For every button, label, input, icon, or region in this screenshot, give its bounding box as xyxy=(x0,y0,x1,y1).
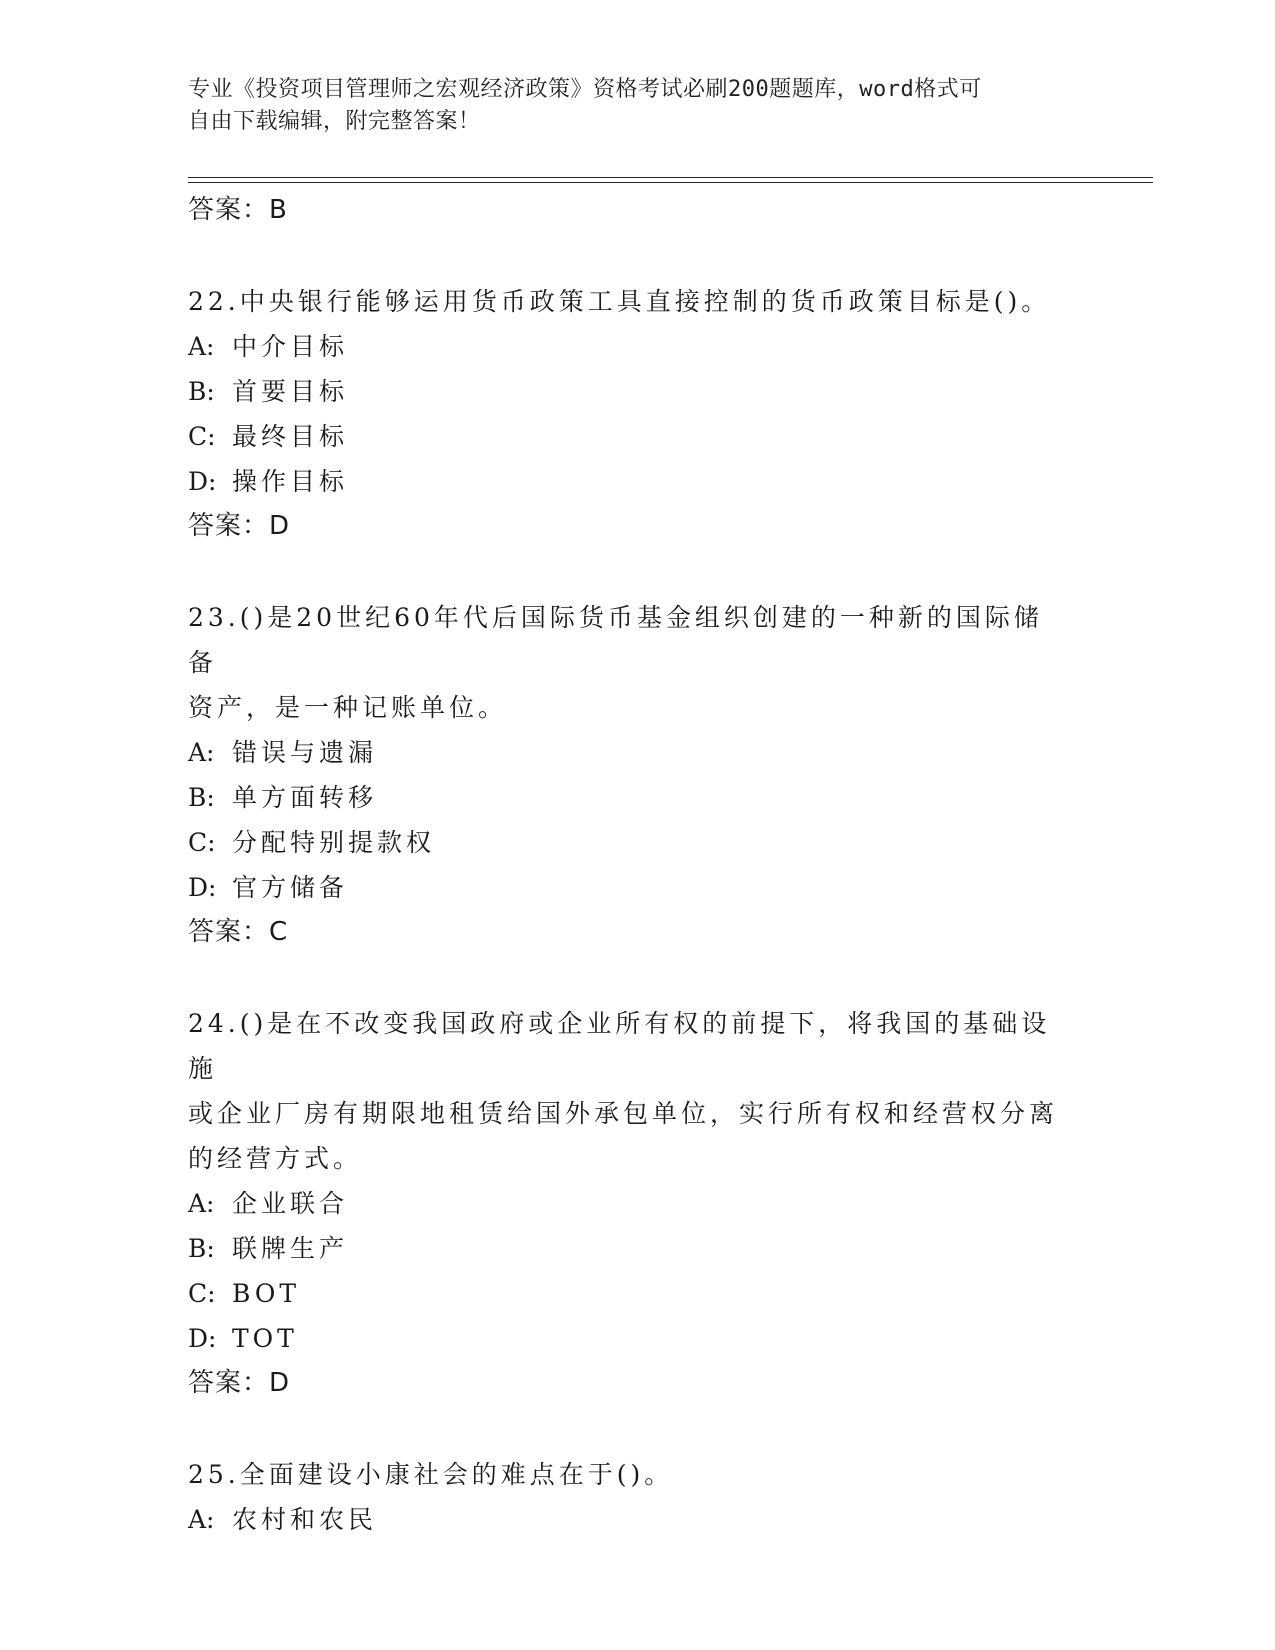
option-text: 错误与遗漏 xyxy=(232,738,378,767)
header-line-2: 自由下载编辑，附完整答案！ xyxy=(188,109,481,134)
document-header xyxy=(188,74,1068,138)
question-text: 22.中央银行能够运用货币政策工具直接控制的货币政策目标是()。 xyxy=(188,287,1051,316)
header-line-1: 专业《投资项目管理师之宏观经济政策》资格考试必刷200题题库，word格式可 xyxy=(188,77,982,102)
option-text: 企业联合 xyxy=(232,1189,349,1218)
option-text: 最终目标 xyxy=(232,422,349,451)
option-letter: B: xyxy=(188,783,215,812)
option-text: BOT xyxy=(232,1279,301,1308)
question-text-line: 24.()是在不改变我国政府或企业所有权的前提下，将我国的基础设施 xyxy=(188,1009,1051,1083)
option-letter: A: xyxy=(188,738,215,767)
option-d xyxy=(188,1316,1088,1361)
option-letter: C: xyxy=(188,1279,216,1308)
question-text-line: 的经营方式。 xyxy=(188,1144,363,1173)
option-text: 操作目标 xyxy=(232,467,349,496)
question-text-line: 或企业厂房有期限地租赁给国外承包单位，实行所有权和经营权分离 xyxy=(188,1099,1059,1128)
option-a xyxy=(188,324,1088,369)
option-letter: D: xyxy=(188,873,217,902)
answer-line: 答案：C xyxy=(188,917,289,947)
option-letter: A: xyxy=(188,332,215,361)
option-b xyxy=(188,775,1088,820)
option-a xyxy=(188,730,1088,775)
option-d xyxy=(188,865,1088,910)
question-block-22 xyxy=(188,279,1088,549)
header-divider-top xyxy=(188,177,1153,178)
question-block-23 xyxy=(188,595,1088,955)
header-divider-bottom xyxy=(188,182,1153,183)
question-text: 25.全面建设小康社会的难点在于()。 xyxy=(188,1460,674,1489)
option-text: 农村和农民 xyxy=(232,1505,378,1534)
option-b xyxy=(188,1226,1088,1271)
answer-line: 答案：D xyxy=(188,511,291,541)
option-letter: B: xyxy=(188,377,215,406)
option-text: 官方储备 xyxy=(232,873,349,902)
option-letter: A: xyxy=(188,1189,215,1218)
question-text-line: 资产，是一种记账单位。 xyxy=(188,693,508,722)
option-text: 联牌生产 xyxy=(232,1234,349,1263)
option-c xyxy=(188,820,1088,865)
option-a xyxy=(188,1497,1088,1542)
option-a xyxy=(188,1181,1088,1226)
option-letter: D: xyxy=(188,467,217,496)
option-text: 首要目标 xyxy=(232,377,349,406)
option-c xyxy=(188,414,1088,459)
option-text: 单方面转移 xyxy=(232,783,378,812)
option-d xyxy=(188,459,1088,504)
option-letter: D: xyxy=(188,1324,217,1353)
option-letter: B: xyxy=(188,1234,215,1263)
option-letter: C: xyxy=(188,422,216,451)
question-content xyxy=(188,188,1088,1542)
option-letter: A: xyxy=(188,1505,215,1534)
question-block-25 xyxy=(188,1452,1088,1542)
option-text: 中介目标 xyxy=(232,332,349,361)
question-block-24 xyxy=(188,1001,1088,1406)
option-text: TOT xyxy=(232,1324,298,1353)
question-text-line: 23.()是20世纪60年代后国际货币基金组织创建的一种新的国际储备 xyxy=(188,603,1043,677)
answer-line: 答案：B xyxy=(188,195,288,225)
option-c xyxy=(188,1271,1088,1316)
answer-line: 答案：D xyxy=(188,1368,291,1398)
option-text: 分配特别提款权 xyxy=(232,828,436,857)
option-b xyxy=(188,369,1088,414)
option-letter: C: xyxy=(188,828,216,857)
